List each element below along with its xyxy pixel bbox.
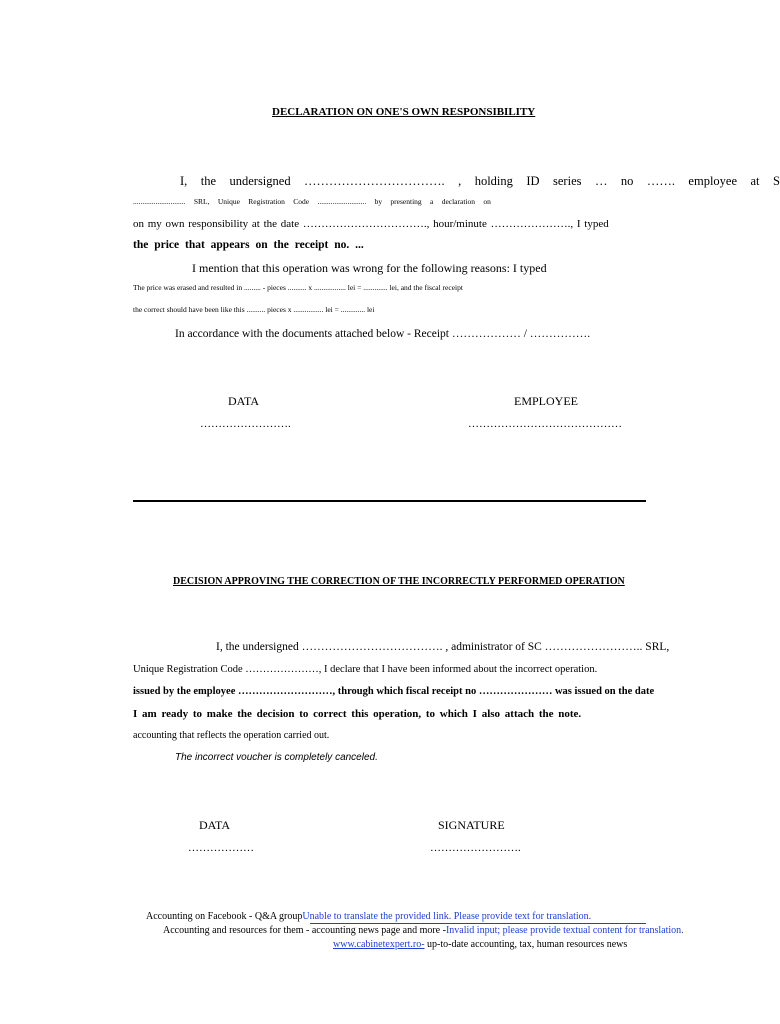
section-divider bbox=[133, 500, 646, 502]
decision-date-label: DATA bbox=[199, 818, 231, 832]
declaration-employee-dots: …………………………………… bbox=[468, 418, 622, 430]
decision-date-dots: ……………… bbox=[188, 842, 254, 854]
word: holding bbox=[474, 174, 513, 188]
word: by bbox=[374, 197, 383, 206]
decision-line-1: I, the undersigned ………………………………. , administrator of SC …………………….. SRL, bbox=[216, 641, 670, 653]
decision-title: DECISION APPROVING THE CORRECTION OF THE INCORRECTLY PERFORMED OPERATION bbox=[173, 576, 625, 587]
footer-link-underline bbox=[310, 923, 646, 924]
declaration-line-2 bbox=[133, 197, 491, 206]
declaration-line-8: In accordance with the documents attached below - Receipt ……………… / ……………. bbox=[175, 328, 591, 340]
word: a bbox=[430, 197, 434, 206]
footer-facebook-text: Accounting on Facebook - Q&A group bbox=[146, 911, 303, 922]
word: S bbox=[772, 174, 780, 188]
word: at bbox=[750, 174, 760, 188]
decision-line-6: The incorrect voucher is completely canceled. bbox=[175, 752, 378, 763]
footer-line-3 bbox=[333, 940, 627, 950]
declaration-line-3: on my own responsibility at the date ……………………………., hour/minute …………………., I typed bbox=[133, 218, 609, 230]
declaration-date-dots: ……………………. bbox=[200, 418, 291, 430]
word: , bbox=[458, 174, 462, 188]
word: undersigned bbox=[229, 174, 291, 188]
footer-resources-link[interactable]: Invalid input; please provide textual content for translation. bbox=[445, 925, 684, 936]
word: declaration bbox=[441, 197, 476, 206]
word: ............................ bbox=[133, 197, 186, 206]
word: on bbox=[483, 197, 491, 206]
decision-signature-dots: ……………………. bbox=[430, 842, 521, 854]
footer-website-link[interactable]: www.cabinetexpert.ro- bbox=[333, 939, 425, 950]
declaration-title: DECLARATION ON ONE'S OWN RESPONSIBILITY bbox=[272, 106, 536, 118]
declaration-line-4: the price that appears on the receipt no. ... bbox=[133, 239, 364, 251]
word: Unique bbox=[217, 197, 240, 206]
declaration-line-6: The price was erased and resulted in ......... - pieces .......... x ................. lei = ............. lei, and the fiscal receipt bbox=[133, 283, 463, 292]
footer-website-text: up-to-date accounting, tax, human resources news bbox=[424, 939, 628, 950]
decision-line-2: Unique Registration Code …………………, I declare that I have been informed about the incorrect operation. bbox=[133, 664, 598, 675]
declaration-line-1 bbox=[180, 174, 780, 189]
word: ……………………………. bbox=[304, 174, 445, 188]
declaration-employee-label: EMPLOYEE bbox=[514, 394, 578, 408]
footer-line-1 bbox=[146, 912, 591, 922]
decision-line-4: I am ready to make the decision to correct this operation, to which I also attach the note. bbox=[133, 708, 582, 720]
footer-resources-text: Accounting and resources for them - accounting news page and more - bbox=[163, 925, 446, 936]
declaration-line-5: I mention that this operation was wrong for the following reasons: I typed bbox=[192, 261, 547, 275]
decision-signature-label: SIGNATURE bbox=[438, 818, 505, 832]
word: employee bbox=[688, 174, 738, 188]
footer-line-2 bbox=[163, 926, 684, 936]
word: I, bbox=[180, 174, 188, 188]
footer-facebook-link[interactable]: Unable to translate the provided link. Please provide text for translation. bbox=[302, 911, 592, 922]
declaration-line-7: the correct should have been like this .......... pieces x ................ lei = ............. lei bbox=[133, 305, 375, 314]
word: Code bbox=[293, 197, 310, 206]
word: .......................... bbox=[317, 197, 367, 206]
word: Registration bbox=[248, 197, 285, 206]
word: ……. bbox=[646, 174, 675, 188]
decision-line-5: accounting that reflects the operation carried out. bbox=[133, 730, 330, 741]
word: ID bbox=[526, 174, 540, 188]
decision-line-3: issued by the employee ………………………, through which fiscal receipt no ………………… was issued on the date bbox=[133, 686, 655, 697]
word: SRL, bbox=[193, 197, 210, 206]
word: … bbox=[594, 174, 608, 188]
word: presenting bbox=[390, 197, 422, 206]
word: no bbox=[620, 174, 634, 188]
declaration-date-label: DATA bbox=[228, 394, 260, 408]
word: the bbox=[200, 174, 217, 188]
word: series bbox=[553, 174, 582, 188]
